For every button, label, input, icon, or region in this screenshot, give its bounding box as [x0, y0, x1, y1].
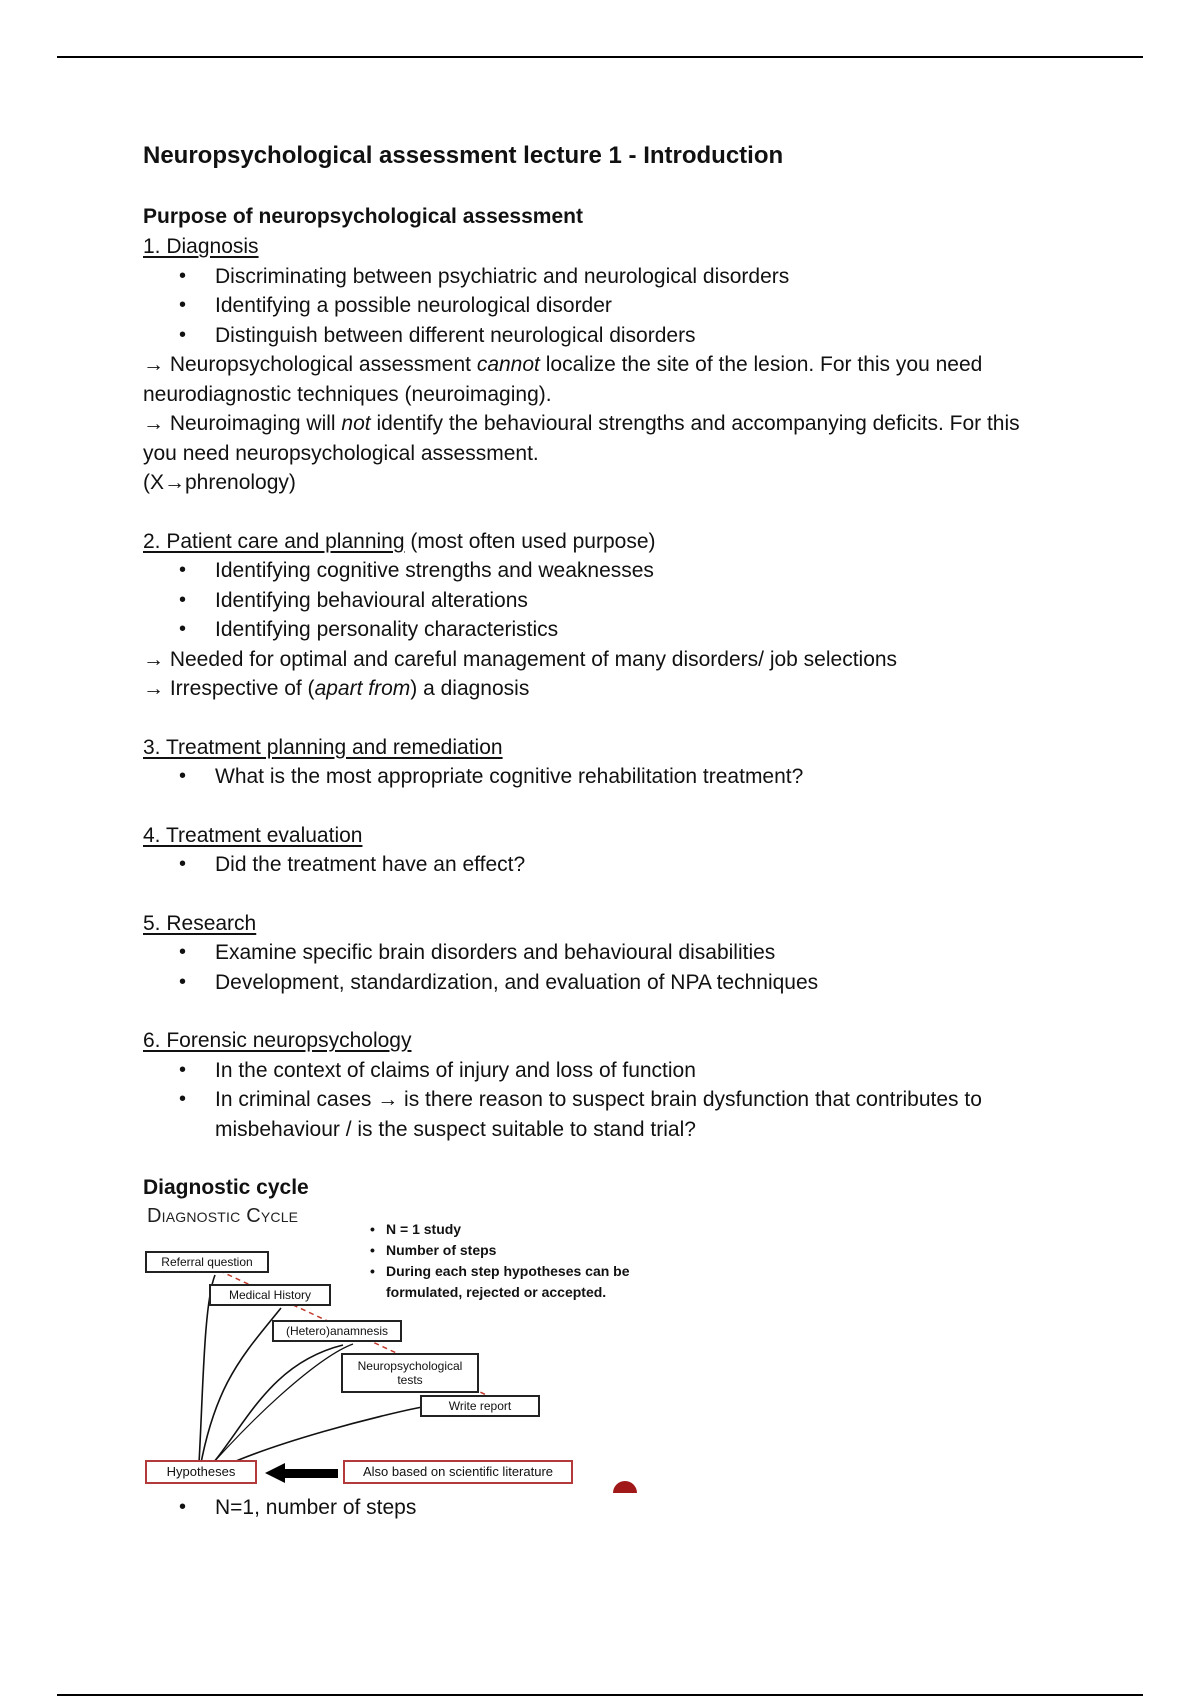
diagnosis-note-2: → Neuroimaging will not identify the behavioural strengths and accompanying deficits. For this you need neuropsychological assessment. — [143, 412, 1020, 465]
box-literature: Also based on scientific literature — [343, 1460, 573, 1484]
red-mark-icon — [613, 1481, 637, 1493]
note-item: • N = 1 study — [368, 1219, 630, 1240]
section-treatment-evaluation-heading: 4. Treatment evaluation — [143, 823, 363, 847]
list-item: • What is the most appropriate cognitive rehabilitation treatment? — [215, 762, 1043, 792]
box-medical-history: Medical History — [209, 1284, 331, 1306]
section-forensic-heading: 6. Forensic neuropsychology — [143, 1029, 412, 1052]
curve-medical — [198, 1308, 281, 1480]
list-item: • Discriminating between psychiatric and neurological disorders — [215, 262, 1043, 292]
bottom-rule — [57, 1694, 1143, 1696]
forensic-bullets — [143, 1056, 1043, 1145]
list-item: • Did the treatment have an effect? — [215, 850, 1043, 880]
box-neuropsychological-tests: Neuropsychological tests — [341, 1353, 479, 1393]
top-rule — [57, 56, 1143, 58]
list-item: • N=1, number of steps — [215, 1493, 1043, 1523]
patient-care-note-2: → Irrespective of (apart from) a diagnosis — [143, 677, 530, 700]
diagnosis-note-3: (X→phrenology) — [143, 471, 296, 494]
list-item: • Identifying behavioural alterations — [215, 586, 1043, 616]
diagnostic-cycle-heading: Diagnostic cycle — [143, 1176, 309, 1199]
section-diagnosis-heading: 1. Diagnosis — [143, 235, 259, 258]
box-hypotheses: Hypotheses — [145, 1460, 257, 1484]
treatment-evaluation-bullets — [143, 850, 1043, 880]
section-patient-care-heading: 2. Patient care and planning (most often used purpose) — [143, 529, 656, 553]
research-bullets — [143, 938, 1043, 997]
note-item: • Number of steps — [368, 1240, 630, 1261]
figure-title: Diagnostic Cycle — [147, 1205, 299, 1227]
diagnostic-cycle-figure — [143, 1205, 663, 1535]
note-item: formulated, rejected or accepted. — [386, 1284, 607, 1300]
document-body — [143, 140, 1043, 1523]
list-item: • Identifying cognitive strengths and weaknesses — [215, 556, 1043, 586]
diagnosis-note-1: → Neuropsychological assessment cannot localize the site of the lesion. For this you need neurodiagnostic techniques (neuroimaging). — [143, 353, 983, 406]
purpose-heading: Purpose of neuropsychological assessment — [143, 205, 583, 228]
list-item: • In criminal cases → is there reason to suspect brain dysfunction that contributes to misbehaviour / is the suspect suitable to stand trial? — [215, 1085, 1043, 1144]
page-title: Neuropsychological assessment lecture 1 - Introduction — [143, 142, 784, 169]
list-item: • Identifying personality characteristics — [215, 615, 1043, 645]
treatment-planning-bullets — [143, 762, 1043, 792]
diagnostic-cycle-bullets — [143, 1493, 1043, 1523]
box-referral-question: Referral question — [145, 1251, 269, 1273]
list-item: • In the context of claims of injury and loss of function — [215, 1056, 1043, 1086]
patient-care-note-1: → Needed for optimal and careful management of many disorders/ job selections — [143, 647, 898, 671]
note-item: • During each step hypotheses can be — [368, 1261, 630, 1282]
diagnosis-bullets — [143, 262, 1043, 351]
arrow-shaft — [283, 1469, 338, 1478]
box-write-report: Write report — [420, 1395, 540, 1417]
list-item: • Identifying a possible neurological disorder — [215, 291, 1043, 321]
list-item: • Development, standardization, and evaluation of NPA techniques — [215, 968, 1043, 998]
patient-care-bullets — [143, 556, 1043, 645]
list-item: • Examine specific brain disorders and behavioural disabilities — [215, 938, 1043, 968]
section-research-heading: 5. Research — [143, 911, 257, 935]
box-heteroanamnesis: (Hetero)anamnesis — [272, 1320, 402, 1342]
section-treatment-planning-heading: 3. Treatment planning and remediation — [143, 735, 503, 759]
arrow-head-icon — [265, 1463, 285, 1483]
list-item: • Distinguish between different neurological disorders — [215, 321, 1043, 351]
cycle-notes — [368, 1219, 630, 1303]
